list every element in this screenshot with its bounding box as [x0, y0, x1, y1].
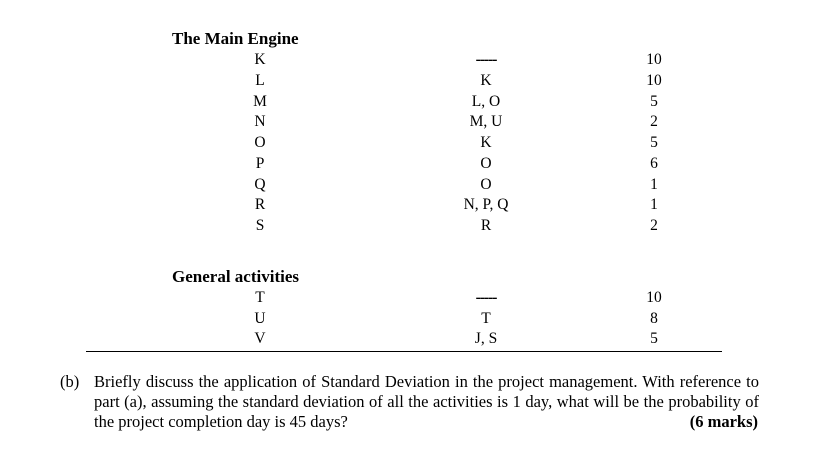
predecessor-cell: -----	[475, 51, 497, 68]
predecessor-cell: O	[480, 175, 492, 193]
predecessor-cell: -----	[475, 289, 497, 306]
predecessor-cell: K	[480, 134, 492, 151]
activity-cell: T	[255, 289, 265, 306]
duration-cell: 1	[650, 196, 658, 214]
duration-cell: 6	[650, 154, 658, 172]
duration-cell: 8	[650, 309, 658, 327]
predecessor-cell: O	[480, 154, 492, 172]
activity-cell: V	[254, 330, 266, 347]
predecessor-cell: N, P, Q	[463, 196, 509, 214]
general-activities-heading: General activities	[172, 267, 299, 286]
activity-cell: S	[255, 217, 265, 234]
main-engine-heading: The Main Engine	[172, 29, 299, 48]
activity-cell: M	[253, 92, 267, 110]
question-b-text: Briefly discuss the application of Standard Deviation in the project management. With reference to part (a), assuming the standard deviation of all the activities is 1 day, what will be the probability of the project completion day is 45 days?	[94, 372, 759, 431]
activity-cell: U	[254, 309, 266, 327]
duration-cell: 2	[650, 113, 658, 131]
cropped-previous-line	[330, 0, 690, 2]
activity-cell: L	[255, 71, 265, 89]
predecessor-cell: M, U	[469, 113, 503, 131]
question-b-label: (b)	[60, 372, 80, 391]
activity-cell: N	[254, 113, 266, 131]
activity-cell: Q	[254, 175, 266, 193]
duration-cell: 5	[650, 134, 658, 151]
activity-cell: O	[254, 134, 266, 151]
duration-cell: 5	[650, 330, 658, 347]
activity-cell: R	[254, 196, 266, 214]
duration-cell: 10	[646, 289, 662, 306]
table-bottom-rule	[86, 351, 722, 352]
duration-cell: 10	[646, 71, 662, 89]
duration-cell: 5	[650, 92, 658, 110]
predecessor-cell: K	[480, 71, 492, 89]
predecessor-cell: J, S	[474, 330, 498, 347]
activity-cell: P	[255, 154, 265, 172]
predecessor-cell: R	[480, 217, 492, 234]
duration-cell: 1	[650, 175, 658, 193]
duration-cell: 2	[650, 217, 658, 234]
activity-cell: K	[254, 51, 266, 68]
question-b-marks: (6 marks)	[689, 412, 758, 431]
predecessor-cell: L, O	[471, 92, 501, 110]
duration-cell: 10	[646, 51, 662, 68]
predecessor-cell: T	[481, 309, 491, 327]
